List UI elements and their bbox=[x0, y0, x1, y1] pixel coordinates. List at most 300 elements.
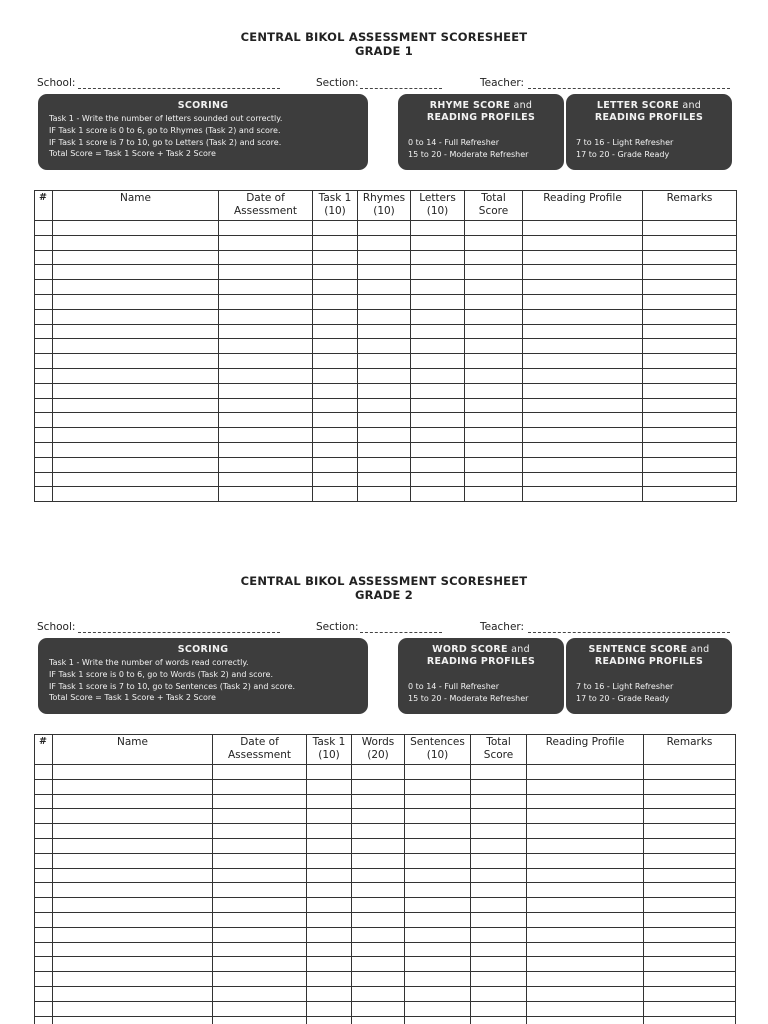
table-cell[interactable] bbox=[313, 368, 358, 383]
table-cell[interactable] bbox=[35, 972, 53, 987]
table-cell[interactable] bbox=[352, 868, 405, 883]
table-cell[interactable] bbox=[465, 354, 523, 369]
table-cell[interactable] bbox=[53, 779, 213, 794]
table-cell[interactable] bbox=[643, 221, 737, 236]
table-cell[interactable] bbox=[471, 927, 527, 942]
table-cell[interactable] bbox=[35, 794, 53, 809]
table-cell[interactable] bbox=[213, 1016, 307, 1024]
table-cell[interactable] bbox=[358, 265, 411, 280]
table-cell[interactable] bbox=[527, 986, 644, 1001]
table-cell[interactable] bbox=[411, 398, 465, 413]
table-cell[interactable] bbox=[523, 294, 643, 309]
table-cell[interactable] bbox=[358, 354, 411, 369]
table-cell[interactable] bbox=[352, 972, 405, 987]
school-field[interactable] bbox=[78, 88, 280, 89]
table-cell[interactable] bbox=[358, 309, 411, 324]
table-cell[interactable] bbox=[405, 794, 471, 809]
table-cell[interactable] bbox=[35, 472, 53, 487]
table-cell[interactable] bbox=[471, 809, 527, 824]
table-cell[interactable] bbox=[465, 457, 523, 472]
table-cell[interactable] bbox=[465, 294, 523, 309]
table-cell[interactable] bbox=[471, 779, 527, 794]
teacher-field[interactable] bbox=[528, 632, 730, 633]
table-cell[interactable] bbox=[471, 1016, 527, 1024]
table-cell[interactable] bbox=[527, 883, 644, 898]
table-cell[interactable] bbox=[352, 942, 405, 957]
table-cell[interactable] bbox=[471, 898, 527, 913]
table-cell[interactable] bbox=[643, 280, 737, 295]
table-cell[interactable] bbox=[358, 339, 411, 354]
table-cell[interactable] bbox=[313, 221, 358, 236]
table-cell[interactable] bbox=[35, 428, 53, 443]
table-cell[interactable] bbox=[35, 265, 53, 280]
table-cell[interactable] bbox=[352, 957, 405, 972]
table-cell[interactable] bbox=[643, 309, 737, 324]
table-cell[interactable] bbox=[53, 942, 213, 957]
table-cell[interactable] bbox=[405, 779, 471, 794]
table-cell[interactable] bbox=[411, 250, 465, 265]
table-cell[interactable] bbox=[523, 221, 643, 236]
table-cell[interactable] bbox=[213, 942, 307, 957]
table-cell[interactable] bbox=[405, 824, 471, 839]
table-cell[interactable] bbox=[471, 794, 527, 809]
table-cell[interactable] bbox=[471, 957, 527, 972]
table-cell[interactable] bbox=[35, 354, 53, 369]
table-cell[interactable] bbox=[53, 765, 213, 780]
table-cell[interactable] bbox=[35, 442, 53, 457]
table-cell[interactable] bbox=[219, 354, 313, 369]
table-cell[interactable] bbox=[644, 794, 736, 809]
table-cell[interactable] bbox=[307, 809, 352, 824]
table-cell[interactable] bbox=[53, 957, 213, 972]
table-cell[interactable] bbox=[527, 824, 644, 839]
table-cell[interactable] bbox=[35, 779, 53, 794]
table-cell[interactable] bbox=[644, 853, 736, 868]
table-cell[interactable] bbox=[352, 809, 405, 824]
table-cell[interactable] bbox=[358, 457, 411, 472]
table-cell[interactable] bbox=[527, 868, 644, 883]
table-cell[interactable] bbox=[313, 265, 358, 280]
table-cell[interactable] bbox=[411, 280, 465, 295]
table-cell[interactable] bbox=[643, 265, 737, 280]
table-cell[interactable] bbox=[405, 912, 471, 927]
table-cell[interactable] bbox=[405, 809, 471, 824]
table-cell[interactable] bbox=[527, 809, 644, 824]
table-cell[interactable] bbox=[465, 368, 523, 383]
table-cell[interactable] bbox=[53, 221, 219, 236]
table-cell[interactable] bbox=[35, 294, 53, 309]
table-cell[interactable] bbox=[53, 265, 219, 280]
table-cell[interactable] bbox=[35, 457, 53, 472]
table-cell[interactable] bbox=[527, 765, 644, 780]
table-cell[interactable] bbox=[465, 250, 523, 265]
table-cell[interactable] bbox=[219, 280, 313, 295]
table-cell[interactable] bbox=[411, 442, 465, 457]
table-cell[interactable] bbox=[411, 221, 465, 236]
table-cell[interactable] bbox=[358, 280, 411, 295]
table-cell[interactable] bbox=[35, 1001, 53, 1016]
teacher-field[interactable] bbox=[528, 88, 730, 89]
table-cell[interactable] bbox=[643, 428, 737, 443]
table-cell[interactable] bbox=[213, 883, 307, 898]
table-cell[interactable] bbox=[219, 265, 313, 280]
table-cell[interactable] bbox=[411, 354, 465, 369]
table-cell[interactable] bbox=[358, 250, 411, 265]
table-cell[interactable] bbox=[523, 235, 643, 250]
table-cell[interactable] bbox=[213, 838, 307, 853]
table-cell[interactable] bbox=[405, 838, 471, 853]
table-cell[interactable] bbox=[35, 838, 53, 853]
table-cell[interactable] bbox=[405, 927, 471, 942]
table-cell[interactable] bbox=[53, 235, 219, 250]
table-cell[interactable] bbox=[471, 765, 527, 780]
table-cell[interactable] bbox=[471, 853, 527, 868]
table-cell[interactable] bbox=[523, 368, 643, 383]
table-cell[interactable] bbox=[352, 838, 405, 853]
table-cell[interactable] bbox=[53, 1016, 213, 1024]
table-cell[interactable] bbox=[644, 883, 736, 898]
table-cell[interactable] bbox=[53, 898, 213, 913]
table-cell[interactable] bbox=[213, 824, 307, 839]
table-cell[interactable] bbox=[644, 986, 736, 1001]
table-cell[interactable] bbox=[358, 487, 411, 502]
table-cell[interactable] bbox=[313, 472, 358, 487]
table-cell[interactable] bbox=[523, 413, 643, 428]
table-cell[interactable] bbox=[53, 368, 219, 383]
table-cell[interactable] bbox=[35, 1016, 53, 1024]
table-cell[interactable] bbox=[53, 838, 213, 853]
table-cell[interactable] bbox=[53, 457, 219, 472]
table-cell[interactable] bbox=[465, 280, 523, 295]
table-cell[interactable] bbox=[35, 339, 53, 354]
table-cell[interactable] bbox=[219, 250, 313, 265]
table-cell[interactable] bbox=[313, 398, 358, 413]
table-cell[interactable] bbox=[307, 824, 352, 839]
table-cell[interactable] bbox=[35, 235, 53, 250]
table-cell[interactable] bbox=[643, 339, 737, 354]
table-cell[interactable] bbox=[35, 280, 53, 295]
table-cell[interactable] bbox=[465, 487, 523, 502]
table-cell[interactable] bbox=[471, 1001, 527, 1016]
table-cell[interactable] bbox=[405, 957, 471, 972]
table-cell[interactable] bbox=[53, 972, 213, 987]
table-cell[interactable] bbox=[307, 779, 352, 794]
table-cell[interactable] bbox=[313, 324, 358, 339]
table-cell[interactable] bbox=[644, 1016, 736, 1024]
table-cell[interactable] bbox=[313, 250, 358, 265]
table-cell[interactable] bbox=[35, 898, 53, 913]
table-cell[interactable] bbox=[411, 487, 465, 502]
table-cell[interactable] bbox=[527, 1016, 644, 1024]
table-cell[interactable] bbox=[527, 794, 644, 809]
table-cell[interactable] bbox=[53, 339, 219, 354]
table-cell[interactable] bbox=[643, 294, 737, 309]
table-cell[interactable] bbox=[219, 221, 313, 236]
table-cell[interactable] bbox=[219, 235, 313, 250]
table-cell[interactable] bbox=[35, 413, 53, 428]
table-cell[interactable] bbox=[352, 853, 405, 868]
table-cell[interactable] bbox=[307, 972, 352, 987]
table-cell[interactable] bbox=[213, 809, 307, 824]
table-cell[interactable] bbox=[644, 838, 736, 853]
table-cell[interactable] bbox=[523, 265, 643, 280]
table-cell[interactable] bbox=[643, 250, 737, 265]
table-cell[interactable] bbox=[213, 972, 307, 987]
table-cell[interactable] bbox=[465, 398, 523, 413]
table-cell[interactable] bbox=[465, 309, 523, 324]
table-cell[interactable] bbox=[307, 853, 352, 868]
table-cell[interactable] bbox=[53, 472, 219, 487]
table-cell[interactable] bbox=[465, 221, 523, 236]
table-cell[interactable] bbox=[219, 383, 313, 398]
table-cell[interactable] bbox=[352, 1016, 405, 1024]
table-cell[interactable] bbox=[644, 898, 736, 913]
table-cell[interactable] bbox=[219, 428, 313, 443]
table-cell[interactable] bbox=[213, 779, 307, 794]
table-cell[interactable] bbox=[53, 250, 219, 265]
table-cell[interactable] bbox=[405, 942, 471, 957]
table-cell[interactable] bbox=[411, 339, 465, 354]
table-cell[interactable] bbox=[352, 1001, 405, 1016]
table-cell[interactable] bbox=[358, 428, 411, 443]
table-cell[interactable] bbox=[35, 957, 53, 972]
table-cell[interactable] bbox=[411, 324, 465, 339]
table-cell[interactable] bbox=[307, 794, 352, 809]
table-cell[interactable] bbox=[352, 927, 405, 942]
table-cell[interactable] bbox=[53, 853, 213, 868]
table-cell[interactable] bbox=[313, 457, 358, 472]
table-cell[interactable] bbox=[465, 428, 523, 443]
school-field[interactable] bbox=[78, 632, 280, 633]
table-cell[interactable] bbox=[527, 779, 644, 794]
table-cell[interactable] bbox=[411, 368, 465, 383]
table-cell[interactable] bbox=[35, 809, 53, 824]
table-cell[interactable] bbox=[644, 779, 736, 794]
table-cell[interactable] bbox=[53, 428, 219, 443]
table-cell[interactable] bbox=[53, 1001, 213, 1016]
table-cell[interactable] bbox=[35, 221, 53, 236]
section-field[interactable] bbox=[360, 632, 442, 633]
table-cell[interactable] bbox=[471, 912, 527, 927]
section-field[interactable] bbox=[360, 88, 442, 89]
table-cell[interactable] bbox=[313, 294, 358, 309]
table-cell[interactable] bbox=[53, 309, 219, 324]
table-cell[interactable] bbox=[352, 765, 405, 780]
table-cell[interactable] bbox=[527, 838, 644, 853]
table-cell[interactable] bbox=[523, 442, 643, 457]
table-cell[interactable] bbox=[644, 912, 736, 927]
table-cell[interactable] bbox=[213, 986, 307, 1001]
table-cell[interactable] bbox=[219, 324, 313, 339]
table-cell[interactable] bbox=[35, 368, 53, 383]
table-cell[interactable] bbox=[307, 912, 352, 927]
table-cell[interactable] bbox=[405, 972, 471, 987]
table-cell[interactable] bbox=[358, 324, 411, 339]
table-cell[interactable] bbox=[53, 383, 219, 398]
table-cell[interactable] bbox=[643, 442, 737, 457]
table-cell[interactable] bbox=[53, 413, 219, 428]
table-cell[interactable] bbox=[643, 398, 737, 413]
table-cell[interactable] bbox=[35, 942, 53, 957]
table-cell[interactable] bbox=[405, 898, 471, 913]
table-cell[interactable] bbox=[53, 883, 213, 898]
table-cell[interactable] bbox=[313, 442, 358, 457]
table-cell[interactable] bbox=[643, 354, 737, 369]
table-cell[interactable] bbox=[465, 265, 523, 280]
table-cell[interactable] bbox=[352, 883, 405, 898]
table-cell[interactable] bbox=[219, 294, 313, 309]
table-cell[interactable] bbox=[53, 927, 213, 942]
table-cell[interactable] bbox=[644, 824, 736, 839]
table-cell[interactable] bbox=[53, 868, 213, 883]
table-cell[interactable] bbox=[35, 853, 53, 868]
table-cell[interactable] bbox=[307, 765, 352, 780]
table-cell[interactable] bbox=[307, 986, 352, 1001]
table-cell[interactable] bbox=[465, 442, 523, 457]
table-cell[interactable] bbox=[313, 280, 358, 295]
table-cell[interactable] bbox=[53, 324, 219, 339]
table-cell[interactable] bbox=[465, 339, 523, 354]
table-cell[interactable] bbox=[527, 957, 644, 972]
table-cell[interactable] bbox=[411, 265, 465, 280]
table-cell[interactable] bbox=[213, 868, 307, 883]
table-cell[interactable] bbox=[527, 942, 644, 957]
table-cell[interactable] bbox=[523, 309, 643, 324]
table-cell[interactable] bbox=[313, 339, 358, 354]
table-cell[interactable] bbox=[411, 235, 465, 250]
table-cell[interactable] bbox=[307, 1016, 352, 1024]
table-cell[interactable] bbox=[523, 250, 643, 265]
table-cell[interactable] bbox=[35, 765, 53, 780]
table-cell[interactable] bbox=[411, 413, 465, 428]
table-cell[interactable] bbox=[313, 354, 358, 369]
table-cell[interactable] bbox=[643, 487, 737, 502]
table-cell[interactable] bbox=[213, 794, 307, 809]
table-cell[interactable] bbox=[313, 487, 358, 502]
table-cell[interactable] bbox=[643, 413, 737, 428]
table-cell[interactable] bbox=[471, 824, 527, 839]
table-cell[interactable] bbox=[405, 1001, 471, 1016]
table-cell[interactable] bbox=[465, 324, 523, 339]
table-cell[interactable] bbox=[35, 383, 53, 398]
table-cell[interactable] bbox=[523, 354, 643, 369]
table-cell[interactable] bbox=[219, 442, 313, 457]
table-cell[interactable] bbox=[313, 413, 358, 428]
table-cell[interactable] bbox=[358, 442, 411, 457]
table-cell[interactable] bbox=[465, 413, 523, 428]
table-cell[interactable] bbox=[213, 853, 307, 868]
table-cell[interactable] bbox=[643, 368, 737, 383]
table-cell[interactable] bbox=[35, 883, 53, 898]
table-cell[interactable] bbox=[219, 487, 313, 502]
table-cell[interactable] bbox=[352, 898, 405, 913]
table-cell[interactable] bbox=[352, 912, 405, 927]
table-cell[interactable] bbox=[643, 235, 737, 250]
table-cell[interactable] bbox=[358, 472, 411, 487]
table-cell[interactable] bbox=[358, 235, 411, 250]
table-cell[interactable] bbox=[35, 398, 53, 413]
table-cell[interactable] bbox=[358, 413, 411, 428]
table-cell[interactable] bbox=[35, 868, 53, 883]
table-cell[interactable] bbox=[358, 221, 411, 236]
table-cell[interactable] bbox=[307, 838, 352, 853]
table-cell[interactable] bbox=[527, 912, 644, 927]
table-cell[interactable] bbox=[523, 280, 643, 295]
table-cell[interactable] bbox=[307, 1001, 352, 1016]
table-cell[interactable] bbox=[523, 428, 643, 443]
table-cell[interactable] bbox=[352, 794, 405, 809]
table-cell[interactable] bbox=[411, 428, 465, 443]
table-cell[interactable] bbox=[53, 794, 213, 809]
table-cell[interactable] bbox=[644, 942, 736, 957]
table-cell[interactable] bbox=[53, 986, 213, 1001]
table-cell[interactable] bbox=[644, 765, 736, 780]
table-cell[interactable] bbox=[219, 413, 313, 428]
table-cell[interactable] bbox=[213, 957, 307, 972]
table-cell[interactable] bbox=[405, 853, 471, 868]
table-cell[interactable] bbox=[644, 927, 736, 942]
table-cell[interactable] bbox=[358, 383, 411, 398]
table-cell[interactable] bbox=[358, 368, 411, 383]
table-cell[interactable] bbox=[471, 942, 527, 957]
table-cell[interactable] bbox=[411, 457, 465, 472]
table-cell[interactable] bbox=[307, 942, 352, 957]
table-cell[interactable] bbox=[405, 765, 471, 780]
table-cell[interactable] bbox=[644, 972, 736, 987]
table-cell[interactable] bbox=[53, 442, 219, 457]
table-cell[interactable] bbox=[643, 472, 737, 487]
table-cell[interactable] bbox=[405, 986, 471, 1001]
table-cell[interactable] bbox=[53, 354, 219, 369]
table-cell[interactable] bbox=[53, 487, 219, 502]
table-cell[interactable] bbox=[527, 898, 644, 913]
table-cell[interactable] bbox=[523, 472, 643, 487]
table-cell[interactable] bbox=[213, 898, 307, 913]
table-cell[interactable] bbox=[35, 986, 53, 1001]
table-cell[interactable] bbox=[643, 324, 737, 339]
table-cell[interactable] bbox=[313, 383, 358, 398]
table-cell[interactable] bbox=[527, 1001, 644, 1016]
table-cell[interactable] bbox=[213, 912, 307, 927]
table-cell[interactable] bbox=[313, 428, 358, 443]
table-cell[interactable] bbox=[352, 779, 405, 794]
table-cell[interactable] bbox=[219, 339, 313, 354]
table-cell[interactable] bbox=[465, 383, 523, 398]
table-cell[interactable] bbox=[307, 868, 352, 883]
table-cell[interactable] bbox=[35, 324, 53, 339]
table-cell[interactable] bbox=[35, 487, 53, 502]
table-cell[interactable] bbox=[307, 957, 352, 972]
table-cell[interactable] bbox=[405, 1016, 471, 1024]
table-cell[interactable] bbox=[527, 853, 644, 868]
table-cell[interactable] bbox=[471, 883, 527, 898]
table-cell[interactable] bbox=[411, 294, 465, 309]
table-cell[interactable] bbox=[523, 487, 643, 502]
table-cell[interactable] bbox=[219, 472, 313, 487]
table-cell[interactable] bbox=[471, 972, 527, 987]
table-cell[interactable] bbox=[35, 824, 53, 839]
table-cell[interactable] bbox=[411, 383, 465, 398]
table-cell[interactable] bbox=[465, 472, 523, 487]
table-cell[interactable] bbox=[643, 457, 737, 472]
table-cell[interactable] bbox=[53, 809, 213, 824]
table-cell[interactable] bbox=[405, 868, 471, 883]
table-cell[interactable] bbox=[465, 235, 523, 250]
table-cell[interactable] bbox=[313, 309, 358, 324]
table-cell[interactable] bbox=[644, 1001, 736, 1016]
table-cell[interactable] bbox=[411, 472, 465, 487]
table-cell[interactable] bbox=[471, 868, 527, 883]
